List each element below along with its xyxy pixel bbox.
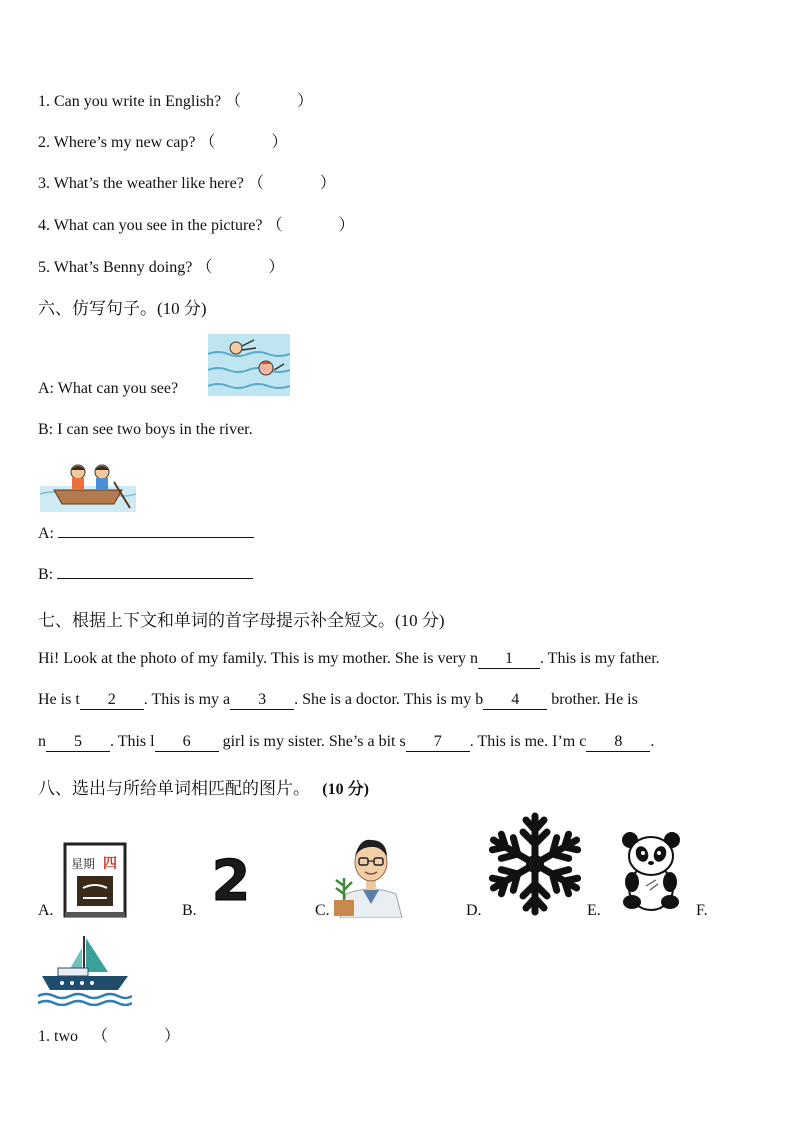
passage-text: . This is my father. (539, 650, 660, 667)
sailboat-picture (38, 932, 132, 1006)
question-3 (38, 170, 336, 193)
section-8-score: (10 分) (322, 781, 369, 798)
blank-6[interactable]: 6 (155, 733, 219, 752)
section-8-title: 八、选出与所给单词相匹配的图片。 (38, 779, 310, 798)
question-text: 5. What’s Benny doing? (38, 259, 193, 276)
number-two-picture (206, 850, 256, 908)
answer-paren-open: （ (199, 134, 216, 151)
blank-3[interactable]: 3 (230, 691, 294, 710)
answer-paren-close: ） (338, 217, 355, 234)
passage-text: . This is me. I’m c (469, 733, 587, 750)
blank-8[interactable]: 8 (586, 733, 650, 752)
calendar-day-text: 四 (103, 856, 117, 872)
section-6-b-answer (38, 566, 253, 584)
section-6-a-line: A: What can you see? (38, 380, 179, 397)
section-6-b-line: B: I can see two boys in the river. (38, 421, 253, 438)
option-e-label: E. (587, 902, 601, 919)
question-5 (38, 254, 284, 277)
question-2 (38, 129, 287, 152)
answer-paren-close: ） (297, 93, 314, 110)
passage-line-3 (38, 733, 654, 752)
section-8-heading (38, 774, 369, 799)
answer-paren-open: （ (92, 1028, 109, 1045)
question-text: 2. Where’s my new cap? (38, 134, 196, 151)
section-6-heading: 六、仿写句子。(10 分) (38, 299, 207, 318)
blank-7[interactable]: 7 (406, 733, 470, 752)
option-d-label: D. (466, 902, 482, 919)
passage-text: . (650, 733, 655, 750)
blank-2[interactable]: 2 (80, 691, 144, 710)
passage-line-2 (38, 691, 638, 710)
passage-text: girl is my sister. She’s a bit s (218, 733, 406, 750)
number-two-digit: 2 (211, 850, 251, 908)
option-b-label: B. (182, 902, 197, 919)
passage-text: . This l (110, 733, 155, 750)
blank-4[interactable]: 4 (483, 691, 547, 710)
answer-line-a[interactable] (58, 537, 254, 538)
passage-text: . This is my a (143, 691, 231, 708)
question-1 (38, 88, 313, 111)
question-text: 4. What can you see in the picture? (38, 217, 263, 234)
section-7-heading: 七、根据上下文和单词的首字母提示补全短文。(10 分) (38, 611, 445, 630)
answer-paren-open: （ (247, 175, 264, 192)
question-text: 1. two (38, 1028, 78, 1045)
panda-picture (618, 832, 684, 912)
doctor-picture (330, 834, 412, 918)
answer-label: B: (38, 566, 54, 583)
calendar-weekday-text: 星期 (71, 857, 96, 871)
question-text: 1. Can you write in English? (38, 93, 222, 110)
passage-line-1 (38, 650, 660, 669)
section-6-a-answer (38, 525, 254, 543)
option-c-label: C. (315, 902, 330, 919)
option-f-label: F. (696, 902, 708, 919)
question-text: 3. What’s the weather like here? (38, 175, 244, 192)
answer-paren-close: ） (271, 134, 288, 151)
answer-paren-open: （ (266, 217, 283, 234)
answer-line-b[interactable] (57, 578, 253, 579)
answer-paren-close: ） (268, 259, 285, 276)
blank-1[interactable]: 1 (478, 650, 540, 669)
passage-text: n (38, 733, 46, 750)
answer-paren-close: ） (319, 175, 336, 192)
answer-label: A: (38, 525, 54, 542)
blank-5[interactable]: 5 (46, 733, 110, 752)
option-a-label: A. (38, 902, 54, 919)
passage-text: brother. He is (547, 691, 638, 708)
boat-children-picture (40, 460, 136, 512)
snowflake-picture (486, 808, 584, 920)
answer-paren-open: （ (225, 93, 242, 110)
passage-text: He is t (38, 691, 80, 708)
section-8-question-1 (38, 1023, 180, 1046)
passage-text: Hi! Look at the photo of my family. This is my mother. She is very n (38, 650, 478, 667)
question-4 (38, 212, 355, 235)
swimming-boys-picture (208, 334, 290, 396)
answer-paren-close: ） (164, 1028, 181, 1045)
passage-text: . She is a doctor. This is my b (294, 691, 484, 708)
answer-paren-open: （ (196, 259, 213, 276)
calendar-picture (63, 838, 127, 918)
